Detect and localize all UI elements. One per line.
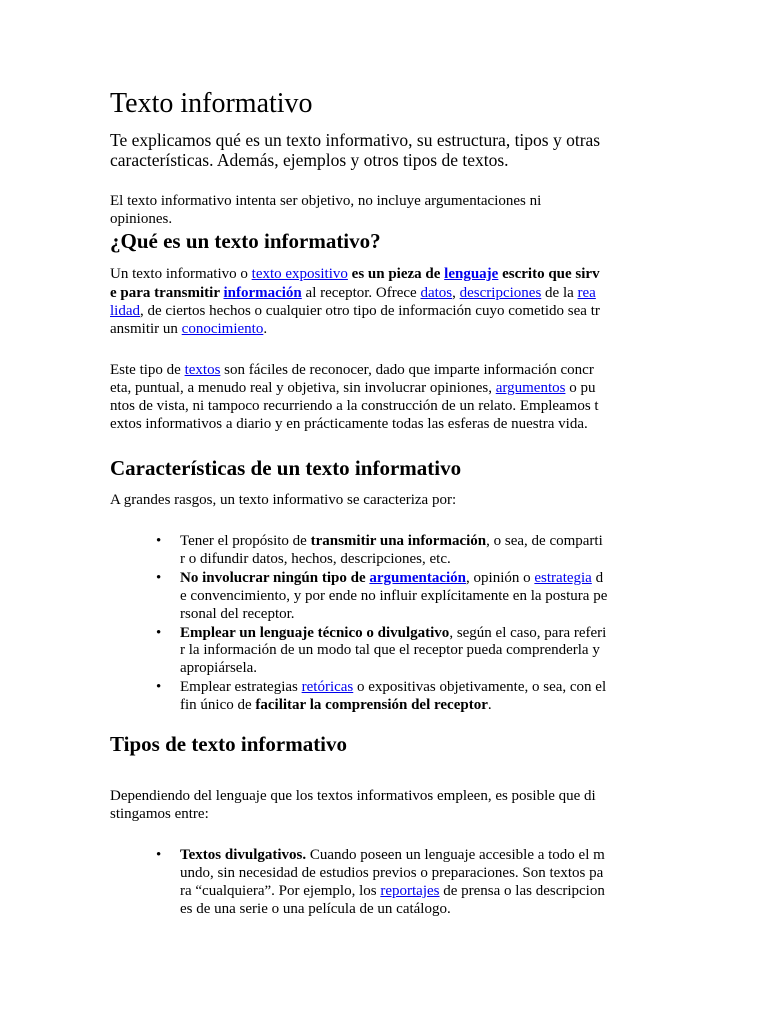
p2-line-4: extos informativos a diario y en prácticamente todas las esferas de nuestra vida. [110,416,588,432]
heading-tipos: Tipos de texto informativo [110,732,348,756]
link-textos[interactable]: textos [184,362,221,378]
link-reportajes[interactable]: reportajes [380,883,440,899]
text: Emplear estrategias [180,679,302,695]
bold-text: e para transmitir [110,285,224,301]
subtitle-line-1: Te explicamos qué es un texto informativo, su estructura, tipos y otras [110,130,601,150]
text: Tener el propósito de [180,533,311,549]
li5-line-1 [180,846,605,864]
text: al receptor. Ofrece [301,285,421,301]
bold-text: escrito que sirv [498,266,600,282]
text: d [591,570,604,586]
link-realidad-part-1[interactable]: rea [577,285,596,301]
link-retoricas[interactable]: retóricas [301,679,354,695]
caracteristicas-intro: A grandes rasgos, un texto informativo se caracteriza por: [110,492,457,508]
text: Cuando poseen un lenguaje accesible a todo el m [306,847,605,863]
text: ra “cualquiera”. Por ejemplo, los [180,883,381,899]
text: fin único de [180,697,256,713]
tipos-intro-line-2: stingamos entre: [110,806,209,822]
bullet-marker: • [156,679,162,695]
link-texto-expositivo[interactable]: texto expositivo [251,266,348,282]
bullet-marker: • [156,533,162,549]
li5-line-3 [180,882,605,900]
link-conocimiento[interactable]: conocimiento [181,321,264,337]
p1-line-3 [110,302,600,320]
tipos-intro-line-1: Dependiendo del lenguaje que los textos informativos empleen, es posible que di [110,788,596,804]
link-datos[interactable]: datos [420,285,453,301]
text: , de ciertos hechos o cualquier otro tipo de información cuyo cometido sea tr [140,303,600,319]
link-estrategia[interactable]: estrategia [534,570,592,586]
li4-line-2 [180,696,492,714]
text: . [263,321,268,337]
li5-line-4: es de una serie o una película de un catálogo. [180,901,451,917]
text: de la [541,285,578,301]
text: son fáciles de reconocer, dado que imparte información concr [220,362,594,378]
link-descripciones[interactable]: descripciones [459,285,542,301]
p1-line-4 [110,320,267,338]
li5-line-2: undo, sin necesidad de estudios previos o preparaciones. Son textos pa [180,865,604,881]
li1-line-2: r o difundir datos, hechos, descripciones, etc. [180,551,451,567]
bullet-marker: • [156,847,162,863]
link-lenguaje[interactable]: lenguaje [444,266,499,282]
intro-line-2: opiniones. [110,211,173,227]
text: Este tipo de [110,362,185,378]
text: , según el caso, para referi [449,625,607,641]
text: o pu [565,380,596,396]
bullet-marker: • [156,570,162,586]
link-argumentacion[interactable]: argumentación [369,570,467,586]
li3-line-1 [180,624,606,642]
bold-text: No involucrar ningún tipo de [180,570,370,586]
text: Un texto informativo o [110,266,252,282]
heading-que-es: ¿Qué es un texto informativo? [110,229,381,253]
li3-line-3: apropiársela. [180,660,258,676]
text: . [487,697,492,713]
link-realidad-part-2[interactable]: lidad [110,303,140,319]
intro-line-1: El texto informativo intenta ser objetivo, no incluye argumentaciones ni [110,193,542,209]
link-informacion[interactable]: información [223,285,302,301]
text: , o sea, de comparti [486,533,603,549]
bold-text: Textos divulgativos. [180,847,307,863]
li1-line-1 [180,532,603,550]
p2-line-2 [110,379,595,397]
li3-line-2: r la información de un modo tal que el receptor pueda comprenderla y [180,642,600,658]
li2-line-2: e convencimiento, y por ende no influir explícitamente en la postura pe [180,588,608,604]
bold-text: facilitar la comprensión del receptor [255,697,488,713]
text: , opinión o [466,570,535,586]
li2-line-1 [180,569,603,587]
text: eta, puntual, a menudo real y objetiva, sin involucrar opiniones, [110,380,496,396]
text: de prensa o las descripcion [439,883,605,899]
p2-line-3: ntos de vista, ni tampoco recurriendo a la construcción de un relato. Empleamos t [110,398,599,414]
p1-line-2 [110,284,596,302]
text: o expositivas objetivamente, o sea, con el [353,679,607,695]
bold-text: transmitir una información [310,533,487,549]
subtitle-line-2: características. Además, ejemplos y otros tipos de textos. [110,150,509,170]
text: , [452,285,460,301]
li4-line-1 [180,678,606,696]
bold-text: es un pieza de [347,266,445,282]
bold-text: Emplear un lenguaje técnico o divulgativo [180,625,450,641]
text: ansmitir un [110,321,182,337]
bullet-marker: • [156,625,162,641]
page-title: Texto informativo [110,88,313,119]
p1-line-1 [110,265,600,283]
heading-caracteristicas: Características de un texto informativo [110,456,462,480]
link-argumentos[interactable]: argumentos [495,380,566,396]
li2-line-3: rsonal del receptor. [180,606,295,622]
p2-line-1 [110,361,594,379]
